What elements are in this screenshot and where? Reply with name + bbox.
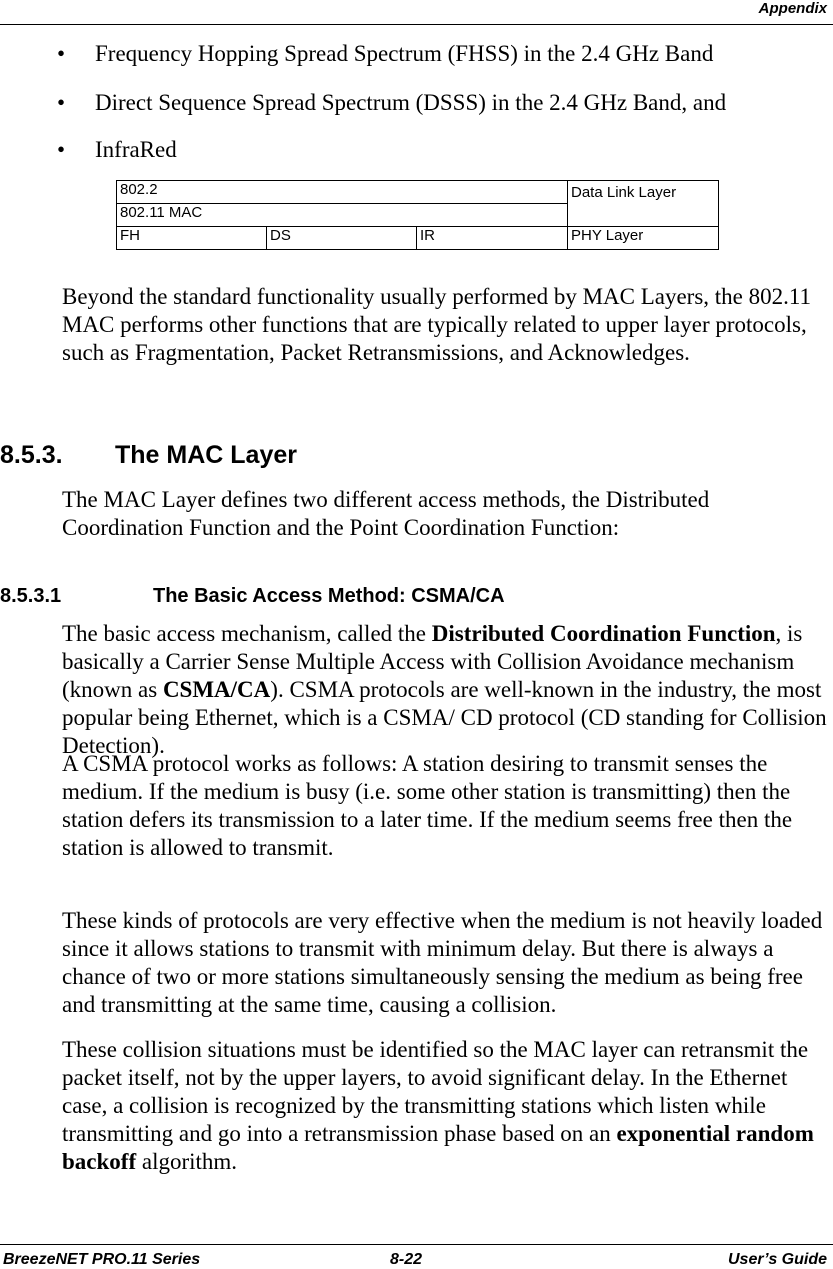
footer-rule bbox=[0, 1244, 833, 1245]
subsection-number: 8.5.3.1 bbox=[0, 585, 62, 607]
page-header-title: Appendix bbox=[758, 0, 827, 17]
intro-paragraph: Beyond the standard functionality usually performed by MAC Layers, the 802.11 MAC performs other functions that are typically related to upper layer protocols, such as Fragmentation, Packet Retransmissions, and Acknowledges. bbox=[62, 284, 812, 365]
table-cell-802-11-mac: 802.11 MAC bbox=[117, 204, 568, 227]
bullet-item bbox=[57, 89, 726, 117]
bold-term: exponential random backoff bbox=[62, 1121, 814, 1174]
header-rule bbox=[0, 24, 833, 25]
table-cell-ir: IR bbox=[417, 227, 568, 250]
bullet-text: Frequency Hopping Spread Spectrum (FHSS) in the 2.4 GHz Band bbox=[95, 41, 714, 66]
bullet-item bbox=[57, 40, 713, 68]
table-cell-data-link-layer: Data Link Layer bbox=[568, 181, 719, 227]
table-cell-phy-layer: PHY Layer bbox=[568, 227, 719, 250]
table-cell-802-2: 802.2 bbox=[117, 181, 568, 204]
bullet-symbol: • bbox=[57, 137, 66, 162]
text-run: algorithm. bbox=[136, 1149, 238, 1174]
section-title: The MAC Layer bbox=[115, 441, 297, 469]
section-number: 8.5.3. bbox=[0, 441, 63, 469]
paragraph-csma-ca bbox=[62, 620, 830, 760]
paragraph-effectiveness: These kinds of protocols are very effective when the medium is not heavily loaded since it allows stations to transmit with minimum delay. But there is always a chance of two or more stations simultaneously sensing the medium as being free and transmitting at the same time, causing a collision. bbox=[62, 908, 823, 1017]
text-run: , is basically a Carrier Sense Multiple Access with Collision Avoidance mechanism (known as bbox=[62, 621, 803, 702]
paragraph-csma-protocol: A CSMA protocol works as follows: A station desiring to transmit senses the medium. If the medium is busy (i.e. some other station is transmitting) then the station defers its transmission to a later time. If the medium seems free then the station is allowed to transmit. bbox=[62, 751, 793, 860]
paragraph-collision bbox=[62, 1036, 830, 1176]
table-cell-fh: FH bbox=[117, 227, 267, 250]
subsection-heading bbox=[0, 585, 505, 608]
bullet-symbol: • bbox=[57, 90, 66, 115]
table-cell-ds: DS bbox=[267, 227, 417, 250]
text-run: The basic access mechanism, called the bbox=[62, 621, 432, 646]
section-paragraph: The MAC Layer defines two different access methods, the Distributed Coordination Function and the Point Coordination Function: bbox=[62, 487, 710, 540]
footer-left: BreezeNET PRO.11 Series bbox=[3, 1251, 201, 1268]
text-run: ). CSMA protocols are well-known in the industry, the most popular being Ethernet, which is a CSMA/ CD protocol (CD standing for Collision Detection). bbox=[62, 677, 827, 758]
footer-right: User’s Guide bbox=[727, 1251, 827, 1268]
footer-page-number: 8-22 bbox=[390, 1251, 423, 1268]
text-run: These collision situations must be identified so the MAC layer can retransmit the packet itself, not by the upper layers, to avoid significant delay. In the Ethernet case, a collision is recognized by the transmitting stations which listen while transmitting and go into a retransmission phase based on an bbox=[62, 1037, 809, 1146]
section-heading bbox=[0, 441, 297, 470]
bullet-symbol: • bbox=[57, 41, 66, 66]
protocol-layer-table bbox=[116, 180, 719, 250]
bold-term: Distributed Coordination Function bbox=[431, 621, 776, 646]
bullet-text: Direct Sequence Spread Spectrum (DSSS) in the 2.4 GHz Band, and bbox=[95, 90, 727, 115]
bullet-text: InfraRed bbox=[95, 137, 177, 162]
bold-term: CSMA/CA bbox=[162, 677, 271, 702]
bullet-item bbox=[57, 136, 177, 164]
subsection-title: The Basic Access Method: CSMA/CA bbox=[153, 585, 505, 607]
